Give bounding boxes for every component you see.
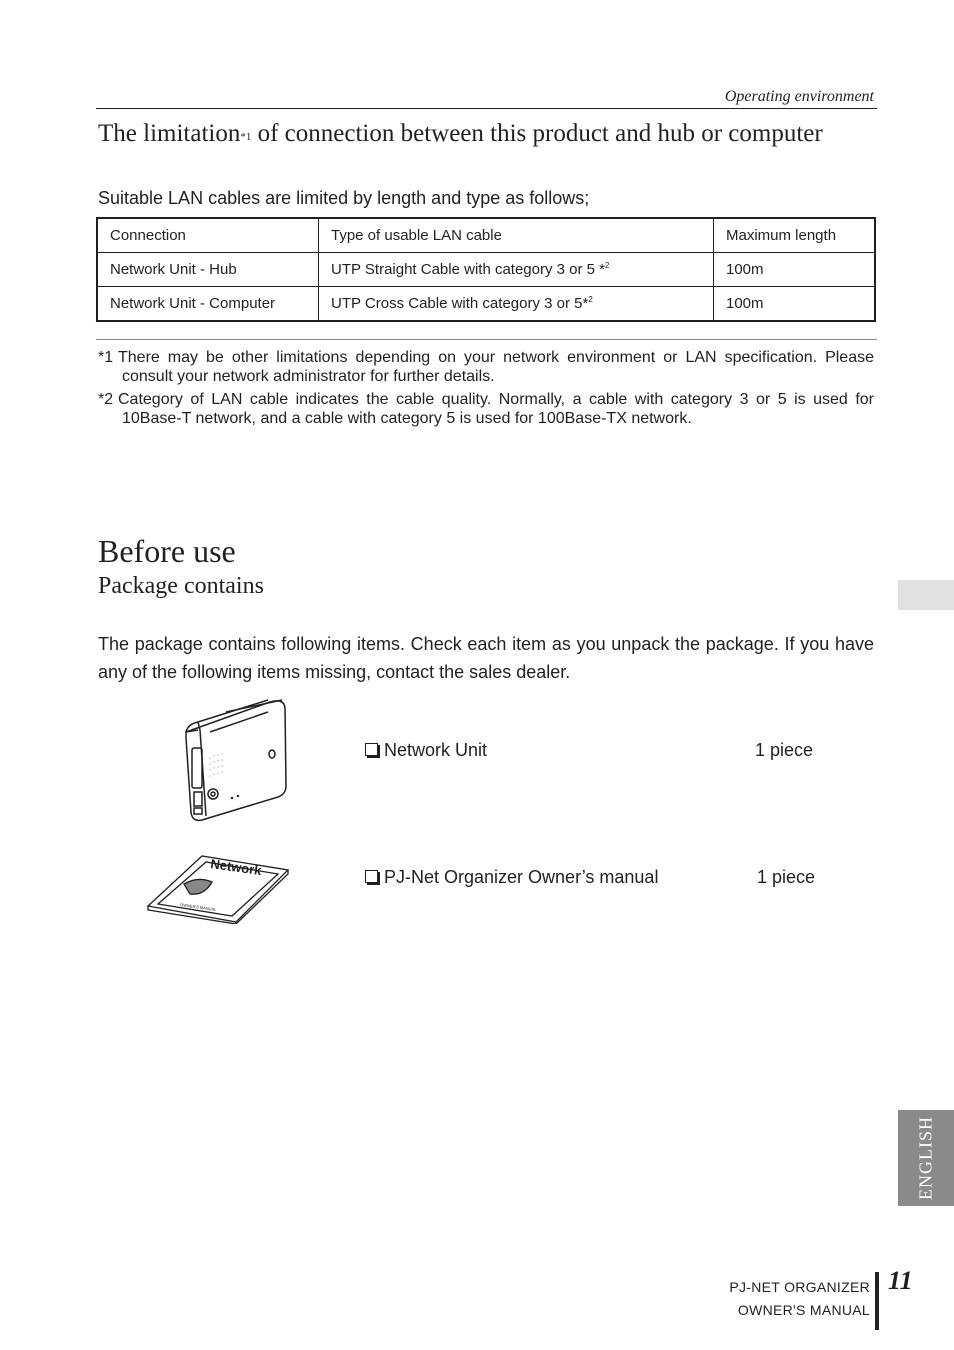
item-owners-manual: [365, 867, 658, 888]
checkbox-icon: [365, 870, 378, 883]
table-cell-connection: Network Unit - Computer: [97, 287, 319, 322]
footnote-2: [98, 390, 874, 428]
manual-cover-title: Network: [209, 856, 263, 879]
footnote-mark: *2: [98, 391, 114, 408]
manual-cover-subtitle: OWNER'S MANUAL: [179, 902, 217, 913]
footnote-mark: *1: [98, 349, 114, 366]
table-header-cell: Type of usable LAN cable: [319, 218, 714, 253]
main-title: Before use: [98, 533, 236, 569]
table-cell-length: 100m: [714, 287, 876, 322]
footnote-text: There may be other limitations depending on your network environment or LAN specification. Please consult your network administrator for further details.: [118, 349, 874, 385]
table-row: [97, 287, 875, 322]
table-row: [97, 253, 875, 287]
footer-line: OWNER'S MANUAL: [737, 1302, 870, 1318]
language-label: ENGLISH: [915, 1116, 936, 1200]
sub-title: Package contains: [98, 573, 264, 599]
checkbox-icon: [365, 743, 378, 756]
item-label: Network Unit: [384, 740, 488, 760]
intro-text: Suitable LAN cables are limited by length and type as follows;: [98, 188, 590, 208]
table-header-cell: Connection: [97, 218, 319, 253]
item-quantity: 1 piece: [757, 867, 816, 887]
section-title-footnote-mark: *1: [240, 131, 252, 143]
table-cell-cable: [319, 287, 714, 322]
footer-title: [700, 1276, 870, 1322]
running-header: Operating environment: [724, 88, 874, 105]
header-rule: [96, 108, 877, 109]
table-cell-connection: Network Unit - Hub: [97, 253, 319, 287]
table-cell-cable: [319, 253, 714, 287]
cable-footnote-mark: 2: [605, 261, 610, 270]
table-cell-length: 100m: [714, 253, 876, 287]
side-tab-section-marker: [898, 580, 954, 610]
table-header-cell: Maximum length: [714, 218, 876, 253]
page-number: 11: [888, 1266, 913, 1295]
section-title: [98, 119, 858, 149]
side-tab-language: [898, 1110, 954, 1206]
footnote-1: [98, 348, 874, 386]
table-bottom-rule: [96, 339, 877, 340]
footer-line: PJ-NET ORGANIZER: [729, 1279, 870, 1295]
section-title-part1: The limitation: [98, 120, 241, 147]
footer-divider: [875, 1272, 879, 1330]
cable-text: UTP Straight Cable with category 3 or 5 *: [331, 261, 606, 278]
item-label: PJ-Net Organizer Owner’s manual: [384, 867, 659, 887]
footnote-text: Category of LAN cable indicates the cable quality. Normally, a cable with category 3 or 5 is used for 10Base-T network, and a cable with category 5 is used for 100Base-TX network.: [118, 391, 874, 427]
cable-text: UTP Cross Cable with category 3 or 5*: [331, 295, 589, 312]
cable-table: [96, 217, 876, 322]
network-unit-illustration: [180, 698, 292, 822]
section-title-part2: of connection between this product and hub or computer: [251, 120, 823, 147]
package-text: The package contains following items. Check each item as you unpack the package. If you have any of the following items missing, contact the sales dealer.: [98, 634, 874, 682]
table-header-row: [97, 218, 875, 253]
item-network-unit: [365, 740, 487, 761]
cable-footnote-mark: 2: [588, 295, 593, 304]
manual-illustration: [146, 852, 294, 924]
item-quantity: 1 piece: [755, 740, 814, 760]
